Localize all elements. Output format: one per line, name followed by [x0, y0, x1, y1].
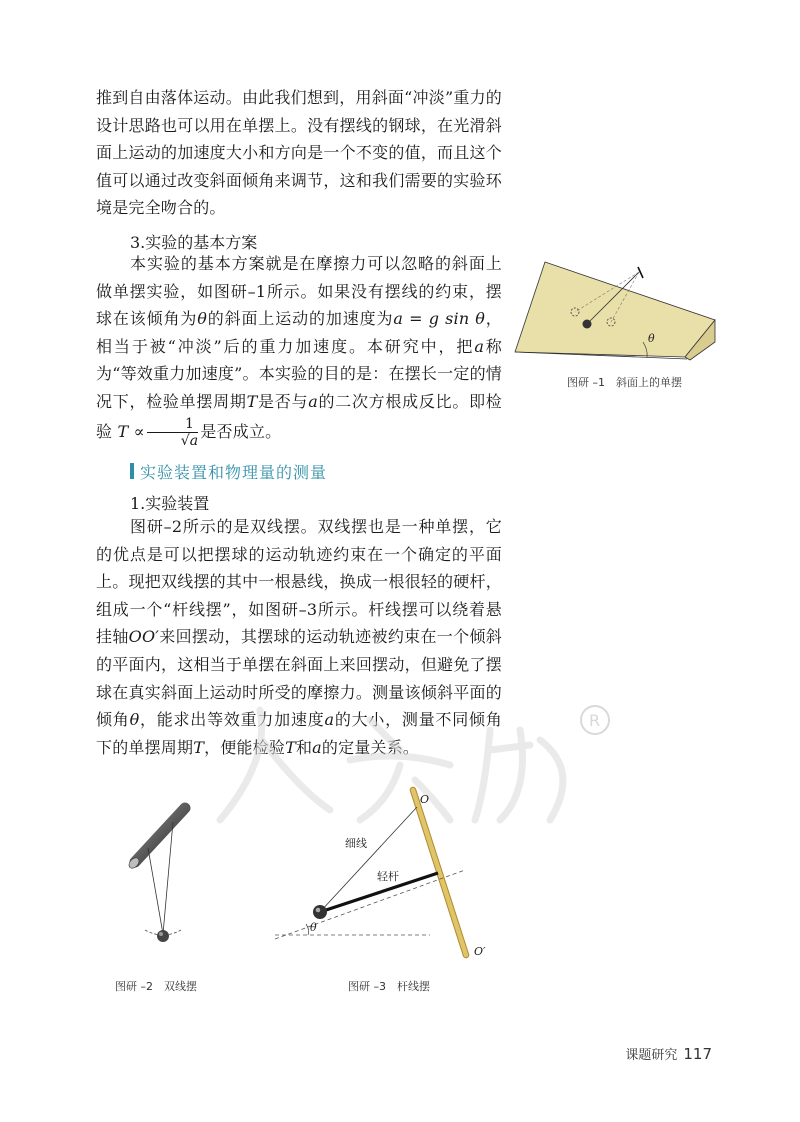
- figure1-caption: 图研 –1 斜面上的单摆: [567, 376, 682, 389]
- figure-rod-pendulum: [270, 785, 500, 965]
- paragraph-intro: 推到自由落体运动。由此我们想到，用斜面“冲淡”重力的设计思路也可以用在单摆上。没有摆线的钢球，在光滑斜面上运动的加速度大小和方向是一个不变的值，而且这个值可以通过改变斜面倾角来调节，这和我们需要的实验环境是完全吻合的。: [96, 88, 502, 218]
- figure2-caption: 图研 –2 双线摆: [115, 980, 197, 993]
- proportional-formula: T ∝: [117, 421, 145, 441]
- svg-text:R: R: [589, 711, 601, 730]
- figure3-caption: 图研 –3 杆线摆: [348, 980, 430, 993]
- pendulum-ball: [583, 320, 592, 329]
- thread-right: [163, 822, 173, 934]
- page-footer: [625, 1044, 712, 1063]
- section-heading: 实验装置和物理量的测量: [140, 463, 328, 482]
- figure-double-pendulum: [115, 800, 225, 950]
- subheading-basic-plan: 3.实验的基本方案: [130, 233, 258, 252]
- formula-a: a = g sin θ: [393, 309, 486, 329]
- thread-left: [148, 848, 163, 934]
- footer-section-name: 课题研究: [625, 1048, 678, 1063]
- label-O: O: [420, 793, 430, 806]
- paragraph-basic-plan: 本实验的基本方案就是在摩擦力可以忽略的斜面上做单摆实验，如图研–1所示。如果没有摆线的约束，摆球在该倾角为θ的斜面上运动的加速度为a = g sin θ，相当于被“冲淡”后的重力加速度。本研究中，把a称为“等效重力加速度”。本实验的目的是：在摆长一定的情况下，检验单摆周期T是否与a的二次方根成反比。即检验 T ∝ $\frac{1}{√a}$ 是否成立。: [96, 254, 503, 449]
- fraction: $\frac{1}{√a}$: [147, 416, 199, 449]
- paragraph-apparatus: 图研–2所示的是双线摆。双线摆也是一种单摆，它的优点是可以把摆球的运动轨迹约束在一个确定的平面上。现把双线摆的其中一根悬线，换成一根很轻的硬杆，组成一个“杆线摆”，如图研–3所示。杆线摆可以绕着悬挂轴OO′来回摆动，其摆球的运动轨迹被约束在一个倾斜的平面内，这相当于单摆在斜面上来回摆动，但避免了摆球在真实斜面上运动时所受的摩擦力。测量该倾斜平面的倾角θ，能求出等效重力加速度a的大小，测量不同倾角下的单摆周期T，便能检验T和a的定量关系。: [96, 517, 502, 757]
- page-number: 117: [683, 1045, 712, 1063]
- suspension-rod: [135, 808, 185, 862]
- pendulum-ball: [313, 905, 327, 919]
- pendulum-ball: [157, 930, 169, 942]
- incline-top-face: [515, 262, 715, 357]
- subheading-apparatus: 1.实验装置: [130, 494, 210, 513]
- fig3-theta-label: θ: [310, 921, 317, 934]
- inclined-plane-line: [275, 870, 465, 939]
- figure-incline-pendulum: [515, 262, 730, 362]
- label-light-rod: 轻杆: [377, 870, 399, 883]
- label-O-prime: O′: [474, 945, 486, 958]
- fig1-theta-label: θ: [648, 332, 655, 345]
- suspension-axis-rod: [413, 790, 466, 955]
- section-marker: [130, 463, 134, 479]
- label-thin-thread: 细线: [345, 837, 367, 850]
